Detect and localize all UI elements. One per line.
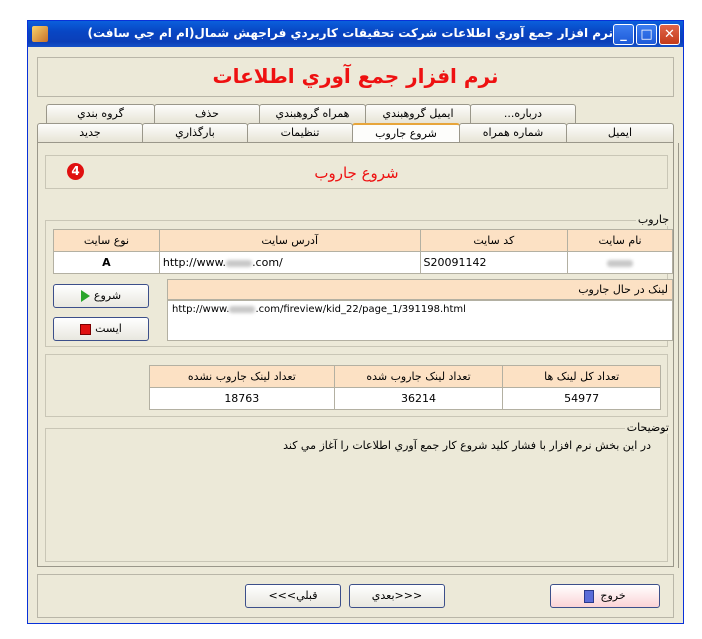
step-badge: 4 <box>67 163 84 180</box>
sweep-group-label: جاروب <box>637 213 669 226</box>
main-window <box>27 20 684 624</box>
title-bar[interactable] <box>28 21 683 47</box>
app-icon[interactable] <box>32 26 48 42</box>
tab-about[interactable]: درباره... <box>470 104 576 123</box>
swept-links-value: 36214 <box>334 388 503 410</box>
tab-email-grouping[interactable]: ايميل گروهبندي <box>365 104 471 123</box>
description-text: در اين بخش نرم افزار با فشار کليد شروع کار جمع آوري اطلاعات را آغاز مي کند <box>283 439 651 452</box>
current-link-label: لينک در حال جاروب <box>167 279 673 300</box>
site-name-cell <box>568 252 673 274</box>
table-header-row <box>54 230 673 252</box>
redacted-text <box>226 260 252 267</box>
site-address-cell <box>159 252 420 274</box>
header-unswept-links: تعداد لينک جاروب نشده <box>150 366 335 388</box>
tab-panel <box>37 142 674 567</box>
stop-icon <box>80 324 91 335</box>
redacted-text <box>229 306 255 313</box>
address-suffix: .com/ <box>252 256 283 269</box>
section-subtitle: شروع جاروب <box>314 164 399 182</box>
stats-table <box>149 365 661 410</box>
start-button[interactable] <box>53 284 149 308</box>
address-prefix: http://www. <box>162 256 227 269</box>
window-title: نرم افزار جمع آوري اطلاعات شرکت تحقيقات کاربردي فراجهش شمال(ام ام جي سافت) <box>87 26 613 40</box>
prev-button[interactable]: قبلي>>> <box>245 584 341 608</box>
total-links-value: 54977 <box>503 388 661 410</box>
subtitle-panel <box>45 155 668 189</box>
site-code-cell: S20091142 <box>420 252 568 274</box>
header-site-name: نام سايت <box>568 230 673 252</box>
current-link-box <box>167 300 673 341</box>
header-site-type: نوع سايت <box>54 230 160 252</box>
door-icon <box>584 590 594 603</box>
stats-row <box>150 388 661 410</box>
table-row[interactable] <box>54 252 673 274</box>
app-heading: نرم افزار جمع آوري اطلاعات <box>212 64 499 88</box>
minimize-button[interactable]: _ <box>613 24 634 45</box>
redacted-text <box>607 260 633 267</box>
tab-mobile-grouping[interactable]: همراه گروهبندي <box>259 104 366 123</box>
link-prefix: http://www. <box>172 304 230 315</box>
tab-new[interactable]: جديد <box>37 123 143 142</box>
start-button-label: شروع <box>93 289 122 302</box>
header-panel <box>37 57 674 97</box>
play-icon <box>81 290 90 302</box>
tab-email[interactable]: ايميل <box>566 123 674 142</box>
panel-edge <box>673 143 679 568</box>
tab-mobile-number[interactable]: شماره همراه <box>459 123 567 142</box>
next-button[interactable]: <<<بعدي <box>349 584 445 608</box>
stop-button-label: ايست <box>95 322 122 335</box>
tab-upload[interactable]: بارگذاري <box>142 123 248 142</box>
header-site-code: کد سايت <box>420 230 568 252</box>
site-table <box>53 229 673 274</box>
exit-button-label: خروج <box>600 589 626 602</box>
site-type-cell: A <box>54 252 160 274</box>
maximize-button[interactable]: □ <box>636 24 657 45</box>
tab-settings[interactable]: تنظيمات <box>247 123 353 142</box>
unswept-links-value: 18763 <box>150 388 335 410</box>
tab-start-sweep[interactable]: شروع جاروب <box>352 123 460 144</box>
description-label: توضيحات <box>626 421 669 434</box>
close-button[interactable]: ✕ <box>659 24 680 45</box>
header-swept-links: تعداد لينک جاروب شده <box>334 366 503 388</box>
link-suffix: .com/fireview/kid_22/page_1/391198.html <box>255 304 466 315</box>
header-total-links: تعداد کل لينک ها <box>503 366 661 388</box>
stop-button[interactable] <box>53 317 149 341</box>
tab-grouping[interactable]: گروه بندي <box>46 104 155 123</box>
stats-header-row <box>150 366 661 388</box>
header-site-address: آدرس سايت <box>159 230 420 252</box>
exit-button[interactable] <box>550 584 660 608</box>
tab-delete[interactable]: حذف <box>154 104 260 123</box>
